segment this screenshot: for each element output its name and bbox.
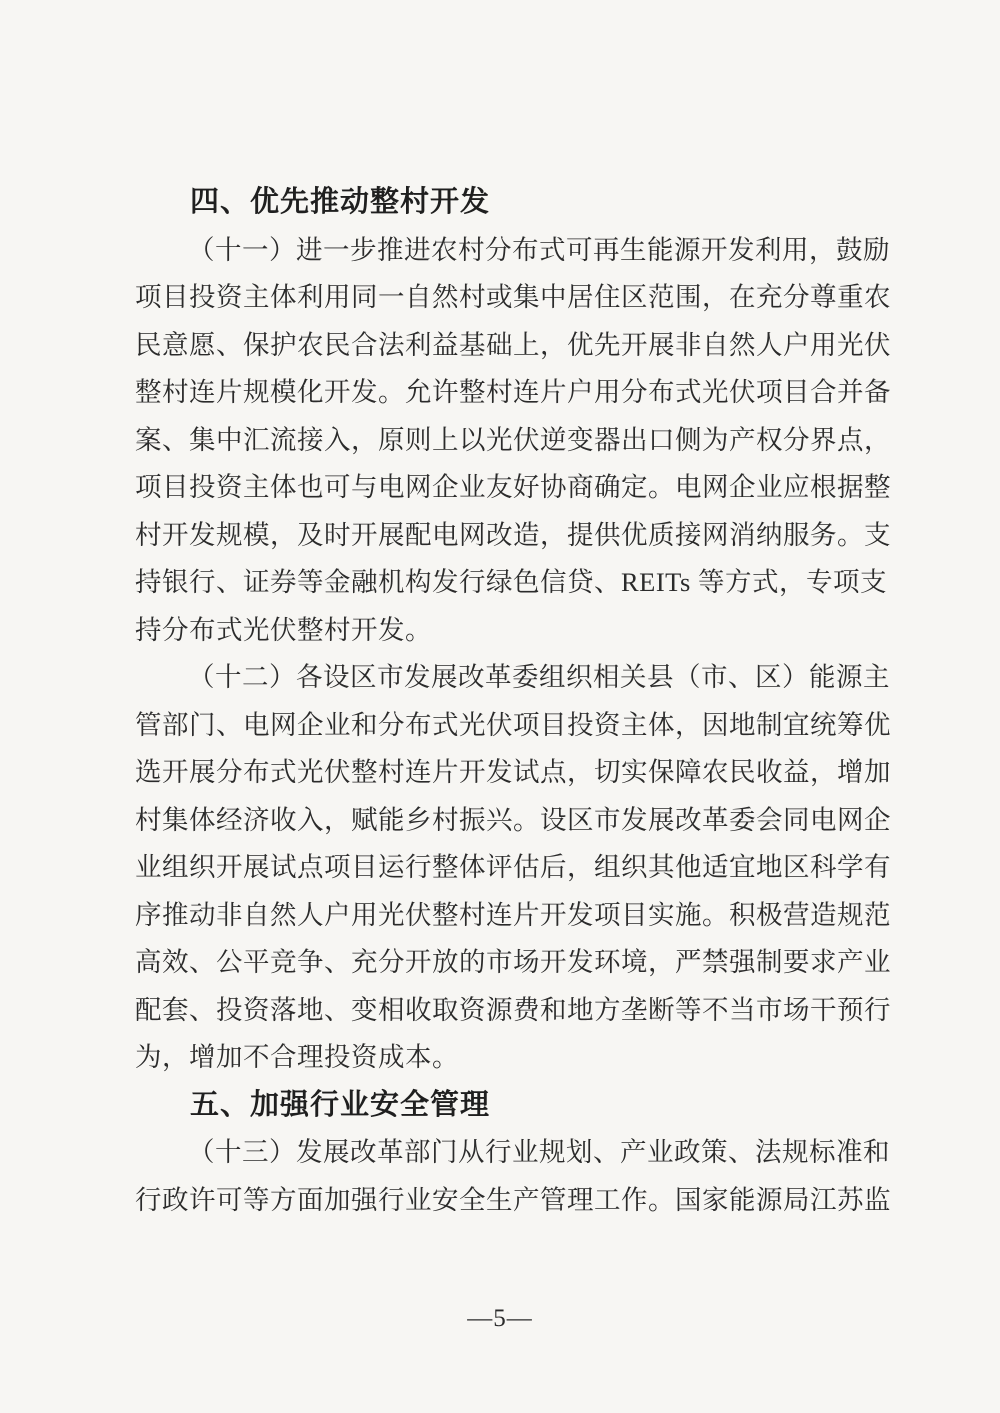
paragraph-line: 高效、公平竞争、充分开放的市场开发环境，严禁强制要求产业	[135, 947, 891, 977]
paragraph-line: （十三）发展改革部门从行业规划、产业政策、法规标准和	[188, 1137, 890, 1167]
paragraph-line: 村集体经济收入，赋能乡村振兴。设区市发展改革委会同电网企	[135, 804, 891, 835]
paragraph-line: （十二）各设区市发展改革委组织相关县（市、区）能源主	[188, 662, 890, 692]
paragraph-line: 业组织开展试点项目运行整体评估后，组织其他适宜地区科学有	[135, 852, 891, 882]
paragraph-line: 管部门、电网企业和分布式光伏项目投资主体，因地制宜统筹优	[135, 709, 891, 740]
paragraph-line: 案、集中汇流接入，原则上以光伏逆变器出口侧为产权分界点，	[135, 424, 891, 455]
paragraph-line: 项目投资主体也可与电网企业友好协商确定。电网企业应根据整	[135, 472, 891, 502]
paragraph-line: （十一）进一步推进农村分布式可再生能源开发利用，鼓励	[188, 234, 890, 265]
paragraph-line: 项目投资主体利用同一自然村或集中居住区范围，在充分尊重农	[135, 282, 891, 312]
clause-11-paragraph	[135, 227, 891, 655]
paragraph-line: 为，增加不合理投资成本。	[135, 1042, 459, 1072]
section-5-heading: 五、加强行业安全管理	[190, 1088, 491, 1121]
paragraph-line: 选开展分布式光伏整村连片开发试点，切实保障农民收益，增加	[135, 757, 891, 787]
paragraph-line: 序推动非自然人户用光伏整村连片开发项目实施。积极营造规范	[135, 899, 891, 930]
clause-12-paragraph	[135, 654, 891, 1082]
paragraph-line: 持银行、证券等金融机构发行绿色信贷、REITs 等方式，专项支	[135, 567, 887, 597]
paragraph-line: 行政许可等方面加强行业安全生产管理工作。国家能源局江苏监	[135, 1184, 891, 1215]
page-footer	[0, 1305, 1000, 1333]
paragraph-line: 民意愿、保护农民合法利益基础上，优先开展非自然人户用光伏	[135, 329, 891, 360]
page-number: —5—	[467, 1305, 533, 1332]
paragraph-line: 村开发规模，及时开展配电网改造，提供优质接网消纳服务。支	[135, 519, 891, 550]
paragraph-line: 配套、投资落地、变相收取资源费和地方垄断等不当市场干预行	[135, 994, 891, 1025]
paragraph-line: 持分布式光伏整村开发。	[135, 614, 432, 645]
document-content	[135, 179, 891, 1224]
paragraph-line: 整村连片规模化开发。允许整村连片户用分布式光伏项目合并备	[135, 377, 891, 407]
clause-13-paragraph	[135, 1129, 891, 1224]
section-4-heading: 四、优先推动整村开发	[190, 186, 491, 218]
